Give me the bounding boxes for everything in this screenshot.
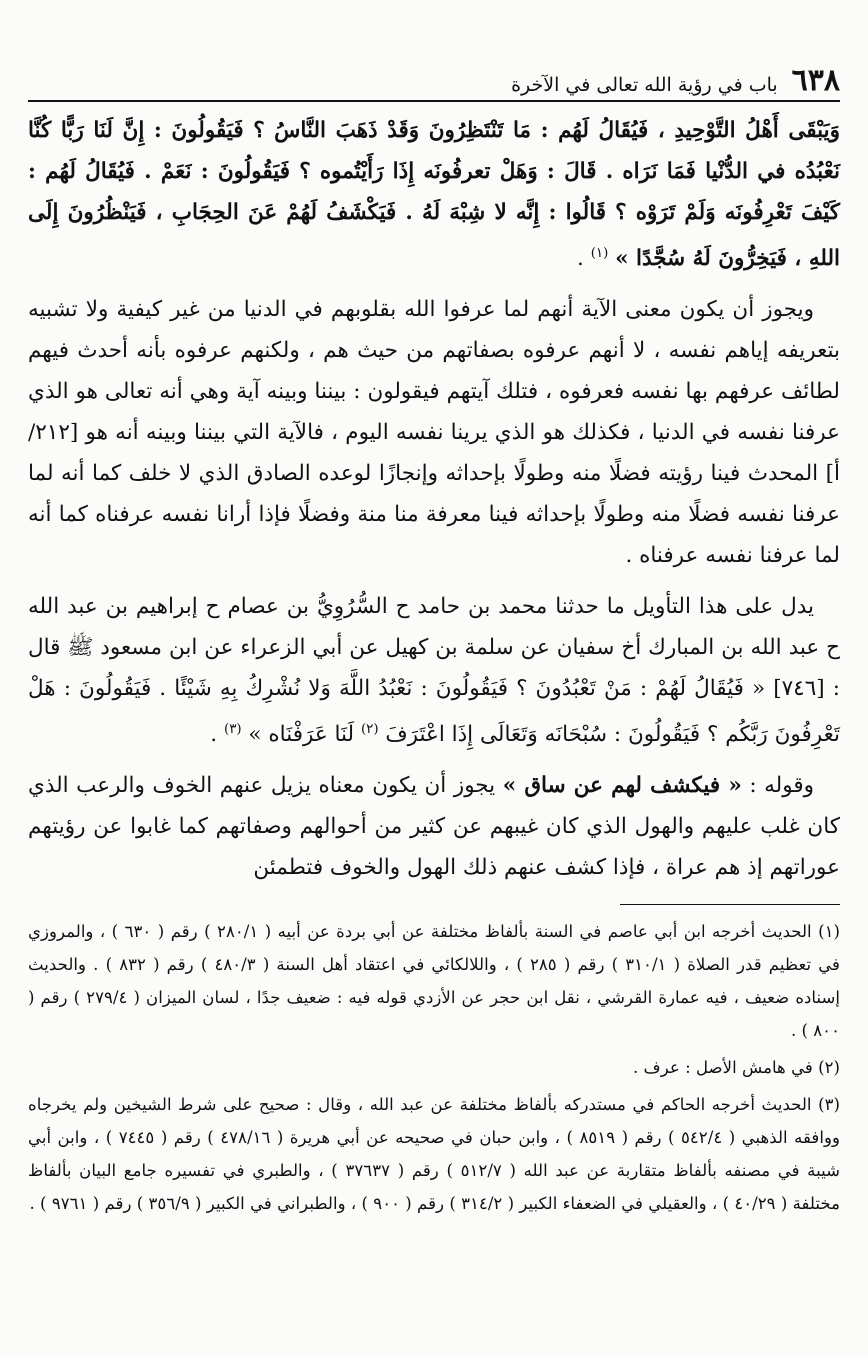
page-number: ٦٣٨ (791, 63, 840, 98)
paragraph-saq (28, 765, 840, 888)
body-text (28, 110, 840, 888)
paragraph-text: يجوز أن يكون معناه يزيل عنهم الخوف والرعب الذي كان غلب عليهم والهول الذي كان غيبهم عن كثير من أحوالهم وصفاتهم كما غابوا عن رؤيتهم عوراتهم إذ هم عراة ، فإذا كشف عنهم ذلك الهول والخوف فتطمئن (28, 773, 840, 881)
paragraph-tail: . (577, 246, 584, 272)
paragraph-hadith-quote (28, 110, 840, 279)
quoted-phrase: « فيكشف لهم عن ساق » (502, 773, 742, 799)
footnote-ref-2: (٢) (360, 722, 379, 738)
footnote-divider (620, 904, 840, 905)
paragraph-tail: . (210, 722, 218, 748)
paragraph-lead: وقوله : (741, 773, 814, 799)
hadith-quote-end: لَنَا عَرَفْنَاه » (241, 722, 355, 748)
hadith-quote: وَيَبْقَى أَهْلُ التَّوْحِيدِ ، فَيُقَالُ لَهُم : مَا تَنْتَظِرُونَ وَقَدْ ذَهَبَ النَّاسُ ؟ فَيَقُولُونَ : إِنَّ لَنَا رَبًّا كُنَّا نَعْبُدُه في الدُّنْيا فَمَا نَرَاه . قَالَ : وَهَلْ تعرفُونَه إِذَا رَأَيْتُموه ؟ فَيَقُولُونَ : نَعَمْ . فَيُقَالُ لَهُم : كَيْفَ تَعْرِفُونَه وَلَمْ تَرَوْه ؟ قَالُوا : إِنَّه لا شِبْهَ لَهُ . فَيَكْشَفُ لَهُمْ عَنَ الحِجَابِ ، فَيَنْظُرُونَ إِلَى اللهِ ، فَيَخِرُّونَ لَهُ سُجَّدًا » (28, 118, 840, 272)
paragraph-interpretation (28, 289, 840, 576)
page-header (28, 56, 840, 102)
footnote-2: (٢) في هامش الأصل : عرف . (633, 1058, 840, 1078)
footnote-3: (٣) الحديث أخرجه الحاكم في مستدركه بألفاظ مختلفة عن عبد الله ، وقال : صحيح على شرط الشيخين ولم يخرجاه ووافقه الذهبي ( ٥٤٢/٤ ) رقم ( ٨٥١٩ ) ، وابن حبان في صحيحه عن أبي هريرة ( ٤٧٨/١٦ ) رقم ( ٧٤٤٥ ) ، وابن أبي شيبة في مصنفه بألفاظ متقاربة عن عبد الله ( ٥١٢/٧ ) رقم ( ٣٧٦٣٧ ) ، والطبري في تفسيره جامع البيان بألفاظ مختلفة ( ٤٠/٢٩ ) ، والعقيلي في الضعفاء الكبير ( ٣١٤/٢ ) رقم ( ٩٠٠ ) ، والطبراني في الكبير ( ٣٥٦/٩ ) رقم ( ٩٧٦١ ) . (28, 1095, 840, 1214)
footnotes (28, 915, 840, 1220)
footnote-ref-1: (١) (590, 246, 609, 261)
running-title: باب في رؤية الله تعالى في الآخرة (511, 74, 778, 97)
footnote-1: (١) الحديث أخرجه ابن أبي عاصم في السنة بألفاظ مختلفة عن أبي بردة عن أبيه ( ٢٨٠/١ ) رقم ( ٦٣٠ ) ، والمروزي في تعظيم قدر الصلاة ( ٣١٠/١ ) رقم ( ٢٨٥ ) ، واللالكائي في اعتقاد أهل السنة ( ٤٨٠/٣ ) رقم ( ٨٣٢ ) . والحديث إسناده ضعيف ، فيه عمارة القرشي ، نقل ابن حجر عن الأزدي قوله فيه : ضعيف جدًا ، لسان الميزان ( ٢٧٩/٤ ) رقم ( ٨٠٠ ) . (28, 922, 841, 1041)
paragraph-text: ويجوز أن يكون معنى الآية أنهم لما عرفوا الله بقلوبهم في الدنيا من غير كيفية ولا تشبيه بتعريفه إياهم نفسه ، لا أنهم عرفوه بصفاتهم من حيث هم ، ولكنهم عرفوه بأنه أحدث فيهم لطائف عرفهم بها نفسه فعرفوه ، فتلك آيتهم فيقولون : بيننا وبينه آية وهي أنه تعالى هو الذي عرفنا نفسه في الدنيا ، فكذلك هو الذي يرينا نفسه اليوم ، فالآية التي بيننا وبينه أنه هو [٢١٢/أ] المحدث فينا رؤيته فضلًا منه وطولًا بإحداثه وإنجازًا لوعده الصادق الذي لا خلف كما أنه لما عرفنا نفسه فضلًا منه وطولًا بإحداثه فينا معرفة منا منة وفضلًا فإذا أرانا نفسه عرفناه كما أنه لما عرفنا نفسه عرفناه . (28, 297, 840, 569)
footnote-ref-3: (٣) (223, 722, 242, 738)
paragraph-text: يدل على هذا التأويل ما حدثنا محمد بن حامد ح السُّرُوِيُّ بن عصام ح إبراهيم بن عبد الله ح عبد الله بن المبارك أخ سفيان عن سلمة بن كهيل عن أبي الزعراء عن ابن مسعود ﷺ قال : [٧٤٦] (28, 594, 840, 702)
hadith-quote: « فَيُقَالُ لَهُمْ : مَنْ تَعْبُدُونَ ؟ فَيَقُولُونَ : نَعْبُدُ اللَّهَ وَلا نُشْرِكُ بِهِ شَيْئًا . فَيَقُولُونَ : هَلْ تَعْرِفُونَ رَبَّكُم ؟ فَيَقُولُونَ : سُبْحَانَه وَتَعَالَى إِذَا اعْتَرَفَ (28, 676, 840, 748)
book-page (28, 56, 840, 1224)
paragraph-evidence (28, 586, 840, 755)
